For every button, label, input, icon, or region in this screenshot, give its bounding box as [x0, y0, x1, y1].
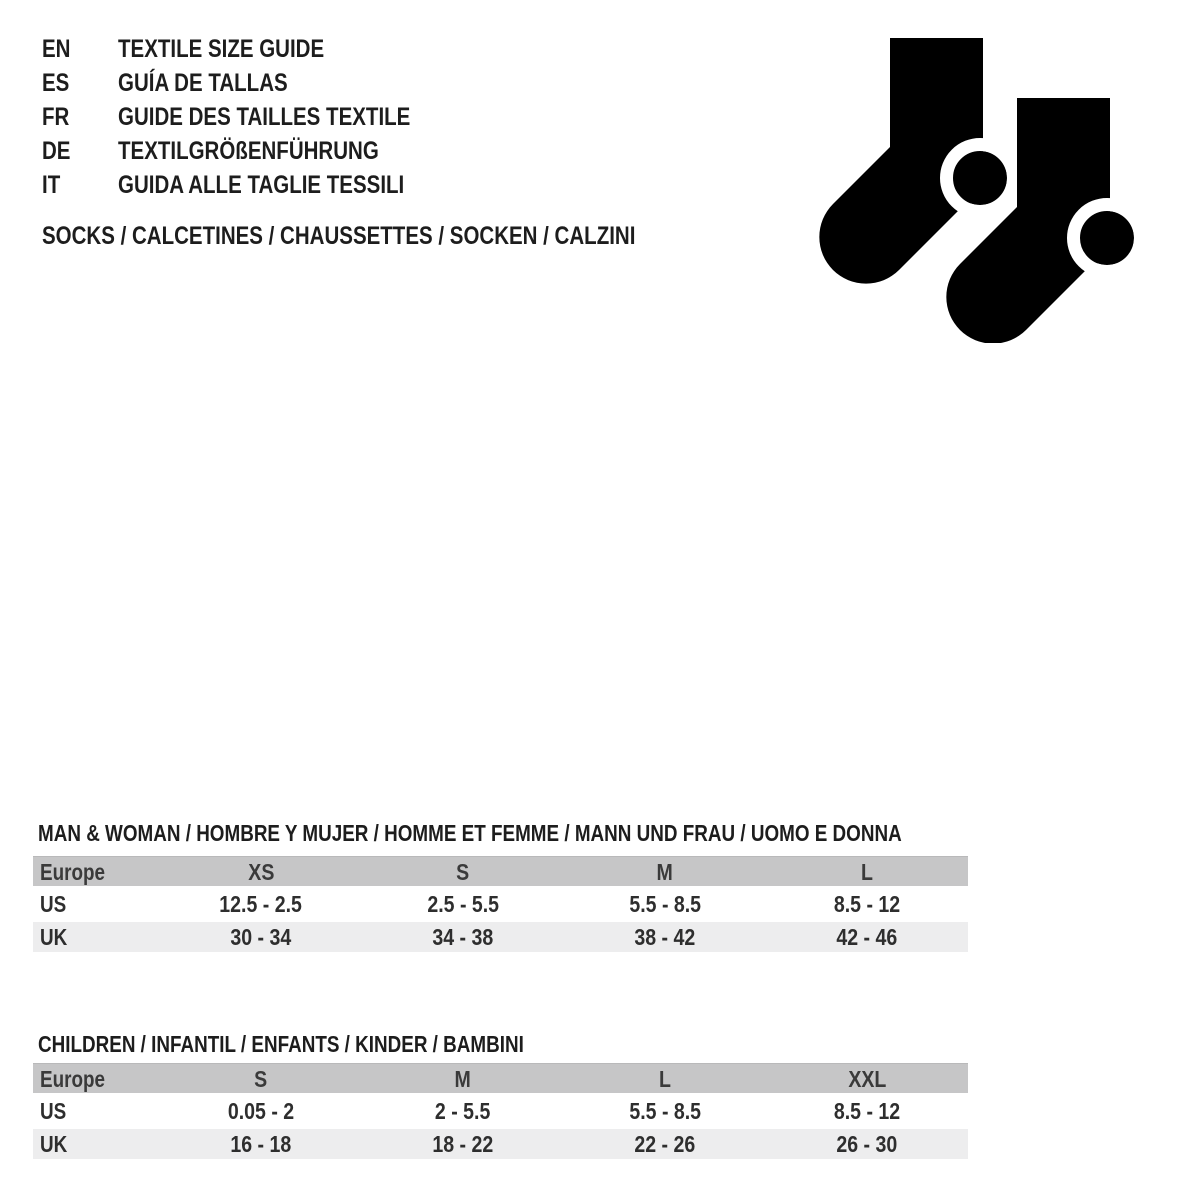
row-label-us: US	[40, 891, 67, 917]
table-header-row	[33, 856, 968, 886]
lang-code: IT	[42, 171, 61, 199]
lang-row-fr	[42, 100, 475, 134]
guide-title-it: GUIDA ALLE TAGLIE TESSILI	[118, 171, 405, 199]
size-value: 8.5 - 12	[833, 891, 901, 917]
man-woman-section-title: MAN & WOMAN / HOMBRE Y MUJER / HOMME ET FEMME / MANN UND FRAU / UOMO E DONNA	[38, 820, 902, 846]
table-row-uk	[33, 922, 968, 952]
man-woman-size-table	[33, 856, 968, 955]
guide-title-es: GUÍA DE TALLAS	[118, 69, 288, 97]
size-value: 22 - 26	[634, 1131, 696, 1157]
row-label-uk: UK	[40, 1131, 68, 1157]
language-title-list	[42, 32, 475, 202]
col-header-europe: Europe	[40, 859, 105, 885]
lang-row-es	[42, 66, 475, 100]
children-section-title: CHILDREN / INFANTIL / ENFANTS / KINDER / BAMBINI	[38, 1031, 524, 1057]
size-value: 5.5 - 8.5	[629, 891, 701, 917]
guide-title-en: TEXTILE SIZE GUIDE	[118, 35, 325, 63]
row-label-us: US	[40, 1098, 67, 1124]
row-label-uk: UK	[40, 924, 68, 950]
size-value: 18 - 22	[432, 1131, 494, 1157]
size-value: 12.5 - 2.5	[219, 891, 303, 917]
lang-code: EN	[42, 35, 71, 63]
lang-code: ES	[42, 69, 70, 97]
lang-code: FR	[42, 103, 70, 131]
col-header-xxl: XXL	[847, 1066, 887, 1092]
children-size-table	[33, 1063, 968, 1162]
size-value: 0.05 - 2	[227, 1098, 295, 1124]
guide-title-fr: GUIDE DES TAILLES TEXTILE	[118, 103, 411, 131]
size-value: 42 - 46	[836, 924, 898, 950]
col-header-europe: Europe	[40, 1066, 105, 1092]
size-value: 16 - 18	[230, 1131, 292, 1157]
col-header-l: L	[659, 1066, 671, 1092]
size-value: 5.5 - 8.5	[629, 1098, 701, 1124]
socks-icon	[819, 38, 1134, 343]
size-value: 26 - 30	[836, 1131, 898, 1157]
category-line	[42, 219, 766, 253]
lang-code: DE	[42, 137, 71, 165]
size-value: 2 - 5.5	[435, 1098, 491, 1124]
table-row-us	[33, 1096, 968, 1126]
lang-row-en	[42, 32, 475, 66]
guide-title-de: TEXTILGRÖßENFÜHRUNG	[118, 137, 379, 165]
size-value: 34 - 38	[432, 924, 494, 950]
table-header-row	[33, 1063, 968, 1093]
col-header-m: M	[656, 859, 674, 885]
lang-row-de	[42, 134, 475, 168]
col-header-s: S	[254, 1066, 268, 1092]
lang-row-it	[42, 168, 475, 202]
size-value: 2.5 - 5.5	[427, 891, 499, 917]
col-header-l: L	[861, 859, 873, 885]
category-line-text: SOCKS / CALCETINES / CHAUSSETTES / SOCKEN / CALZINI	[42, 222, 636, 250]
size-value: 30 - 34	[230, 924, 292, 950]
col-header-s: S	[456, 859, 470, 885]
size-value: 38 - 42	[634, 924, 696, 950]
size-value: 8.5 - 12	[833, 1098, 901, 1124]
table-row-us	[33, 889, 968, 919]
col-header-m: M	[454, 1066, 472, 1092]
table-row-uk	[33, 1129, 968, 1159]
col-header-xs: XS	[247, 859, 275, 885]
